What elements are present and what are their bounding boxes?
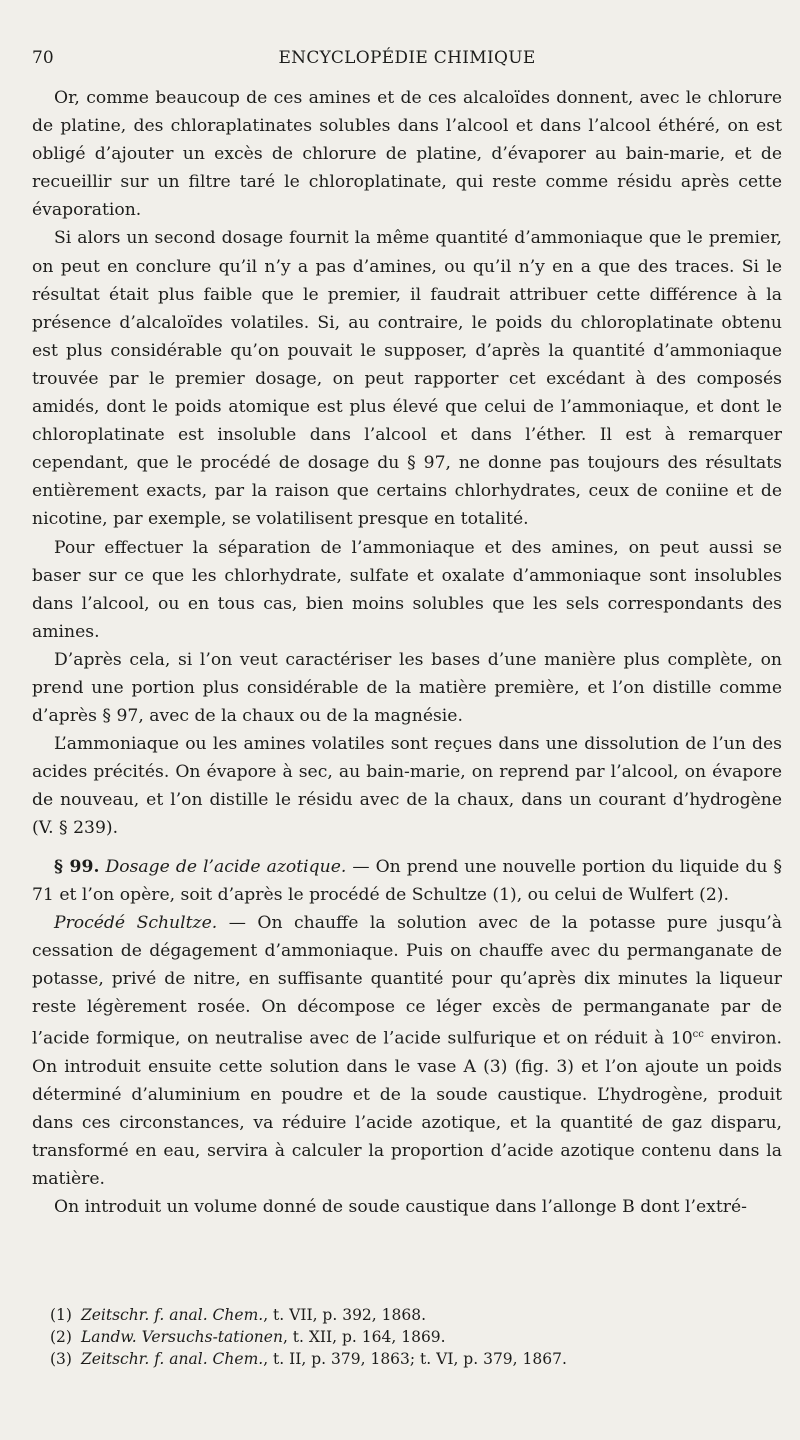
footnote-source: Zeitschr. f. anal. Chem.	[80, 1306, 264, 1324]
footnotes	[50, 1304, 780, 1370]
unit-superscript: cc	[692, 1029, 704, 1041]
paragraph: L’ammoniaque ou les amines volatiles sont reçues dans une dissolution de l’un des acides précités. On évapore à sec, au bain-marie, on reprend par l’alcool, on évapore de nouveau, et l’on distille le résidu avec de la chaux, dans un courant d’hydrogène (V. § 239).	[32, 734, 782, 839]
paragraph: Pour effectuer la séparation de l’ammoniaque et des amines, on peut aussi se baser sur ce que les chlorhydrate, sulfate et oxalate d’ammoniaque sont insolubles dans l’alcool, ou en tous cas, bien moins solubles que les sels correspondants des amines.	[32, 537, 782, 642]
procedure-paragraph	[32, 909, 782, 1194]
footnote-source: Zeitschr. f. anal. Chem.	[80, 1350, 264, 1368]
section-text: — On prend une nouvelle portion du liquide du § 71 et l’on opère, soit d’après le procédé de Schultze (1), ou celui de Wulfert (2).	[32, 856, 783, 905]
page-header	[32, 48, 782, 74]
footnote	[50, 1326, 780, 1348]
footnote-source: Landw. Versuchs-tationen	[80, 1328, 283, 1346]
section-paragraph	[32, 853, 782, 909]
paragraph: D’après cela, si l’on veut caractériser les bases d’une manière plus complète, on prend une portion plus considérable de la matière première, et l’on distille comme d’après § 97, avec de la chaux ou de la magnésie.	[32, 649, 782, 727]
footnote-reference: , t. II, p. 379, 1863; t. VI, p. 379, 1867.	[263, 1350, 567, 1368]
section-title: Dosage de l’acide azotique.	[105, 856, 347, 877]
procedure-text: — On chauffe la solution avec de la potasse pure jusqu’à cessation de dégagement d’ammoniaque. Puis on chauffe avec du permanganate de potasse, privé de nitre, en suffisante quantité pour qu’après dix minutes la liqueur reste légèrement rosée. On décompose ce léger excès de permanganate par de l’acide formique, on neutralise avec de l’acide sulfurique et on réduit à 10	[32, 912, 782, 1049]
paragraph: Si alors un second dosage fournit la même quantité d’ammoniaque que le premier, on peut en conclure qu’il n’y a pas d’amines, ou qu’il n’y en a que des traces. Si le résultat était plus faible que le premier, il faudrait attribuer cette différence à la présence d’alcaloïdes volatiles. Si, au contraire, le poids du chloroplatinate obtenu est plus considérable qu’on pouvait le supposer, d’après la quantité d’ammoniaque trouvée par le premier dosage, on peut rapporter cet excédant à des composés amidés, dont le poids atomique est plus élevé que celui de l’ammoniaque, et dont le chloroplatinate est insoluble dans l’alcool et dans l’éther. Il est à remarquer cependant, que le procédé de dosage du § 97, ne donne pas toujours des résultats entièrement exacts, par la raison que certains chlorhydrates, ceux de coniine et de nicotine, par exemple, se volatilisent presque en totalité.	[32, 228, 782, 530]
footnote-mark: (3)	[50, 1350, 72, 1368]
body-text	[32, 84, 782, 1221]
section-number: § 99.	[54, 856, 100, 877]
procedure-text-continued: environ. On introduit ensuite cette solution dans le vase A (3) (fig. 3) et l’on ajoute un poids déterminé d’aluminium en poudre et de la soude caustique. L’hydrogène, produit dans ces circonstances, va réduire l’acide azotique, et la quantité de gaz disparu, transformé en eau, servira à calculer la proportion d’acide azotique contenu dans la matière.	[32, 1028, 782, 1190]
paragraph: Or, comme beaucoup de ces amines et de ces alcaloïdes donnent, avec le chlorure de platine, des chloraplatinates solubles dans l’alcool et dans l’alcool éthéré, on est obligé d’ajouter un excès de chlorure de platine, d’évaporer au bain-marie, et de recueillir sur un filtre taré le chloroplatinate, qui reste comme résidu après cette évaporation.	[32, 88, 782, 221]
page-number: 70	[32, 48, 54, 68]
running-title: ENCYCLOPÉDIE CHIMIQUE	[278, 48, 536, 68]
footnote	[50, 1348, 780, 1370]
footnote-reference: , t. VII, p. 392, 1868.	[263, 1306, 427, 1324]
footnote-mark: (1)	[50, 1306, 72, 1324]
paragraph: On introduit un volume donné de soude caustique dans l’allonge B dont l’extré-	[54, 1197, 747, 1218]
footnote	[50, 1304, 780, 1326]
footnote-mark: (2)	[50, 1328, 72, 1346]
footnote-reference: , t. XII, p. 164, 1869.	[282, 1328, 446, 1346]
procedure-title: Procédé Schultze.	[54, 912, 218, 933]
